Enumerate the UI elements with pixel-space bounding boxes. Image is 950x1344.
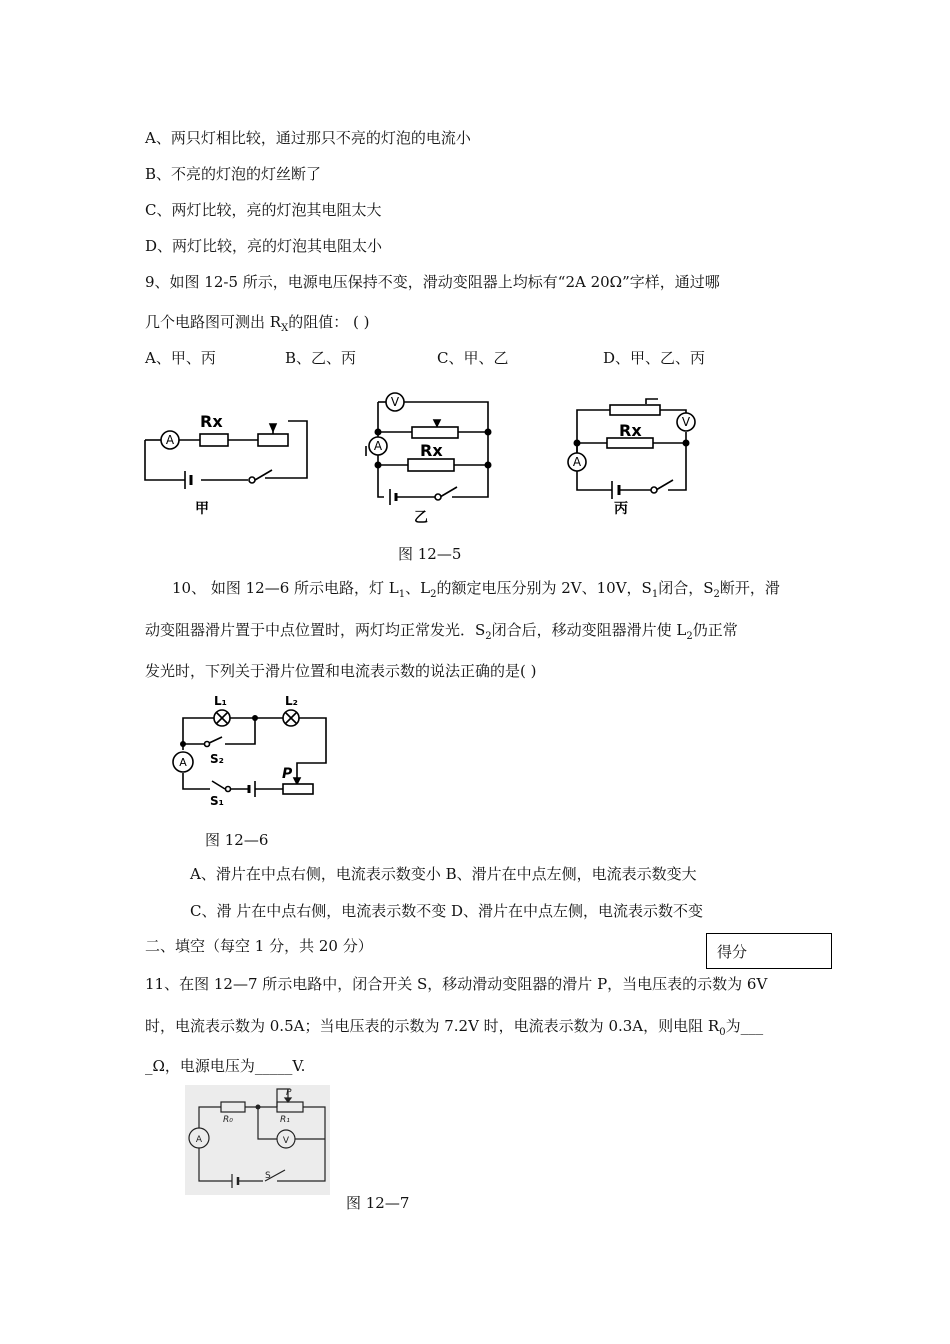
figure-12-7-photo [185, 1085, 330, 1195]
q9-option-a: A、甲、丙 [145, 349, 216, 367]
slider-p-label: P [282, 766, 293, 782]
figure-12-5-caption: 图 12—5 [398, 545, 462, 563]
q8-option-c: C、两灯比较，亮的灯泡其电阻太大 [145, 201, 382, 219]
jia-ammeter-label: A [165, 433, 175, 447]
lamp-l2-label: L₂ [285, 694, 298, 708]
r1-label: R₁ [280, 1115, 290, 1125]
figure-12-7-caption: 图 12—7 [346, 1194, 410, 1212]
yi-voltmeter-label: V [390, 395, 400, 409]
score-box [706, 933, 832, 969]
section2-title: 二、填空（每空 1 分，共 20 分） [145, 937, 373, 955]
q10-text-line3: 发光时，下列关于滑片位置和电流表示数的说法正确的是( ) [145, 662, 537, 680]
p-label: P [286, 1088, 292, 1098]
lamp-l1-label: L₁ [214, 694, 227, 708]
figure-12-5 [0, 0, 950, 540]
q11-text-line2: 时，电流表示数为 0.5A；当电压表的示数为 7.2V 时，电流表示数为 0.3A，则电阻 $R_0$为___ [145, 1017, 764, 1038]
bing-voltmeter-label: V [681, 415, 691, 429]
switch-s2-label: S₂ [210, 752, 224, 766]
q10-text-line1: 10、 如图 12—6 所示电路，灯 $L_1$、$L_2$的额定电压分别为 2V、10V，$S_1$闭合，$S_2$断开，滑 [172, 579, 780, 600]
circuit-yi-label: 乙 [414, 510, 428, 526]
bing-rx-label: Rx [619, 421, 642, 440]
q9-text-line2: 几个电路图可测出 $R_X$的阻值： ( ) [145, 313, 370, 334]
score-label: 得分 [717, 943, 748, 961]
bing-ammeter-label: A [572, 455, 582, 469]
switch-s-label: S [265, 1171, 271, 1181]
figure-12-6 [170, 685, 340, 815]
switch-s1-label: S₁ [210, 794, 224, 808]
q8-option-d: D、两灯比较，亮的灯泡其电阻太小 [145, 237, 383, 255]
q11-text-line3: _Ω，电源电压为_____V. [145, 1057, 306, 1075]
yi-rx-label: Rx [420, 441, 443, 460]
ammeter-label: A [179, 756, 187, 769]
q10-options-cd: C、滑 片在中点右侧，电流表示数不变 D、滑片在中点左侧，电流表示数不变 [190, 902, 704, 920]
circuit-jia-label: 甲 [195, 501, 209, 517]
q9-option-b: B、乙、丙 [285, 349, 357, 367]
q10-text-line2: 动变阻器滑片置于中点位置时，两灯均正常发光．$S_2$闭合后，移动变阻器滑片使 $L_2$仍正常 [145, 621, 738, 642]
jia-rx-label: Rx [200, 412, 223, 431]
r0-label: R₀ [223, 1115, 233, 1125]
q9-option-d: D、甲、乙、丙 [603, 349, 706, 367]
yi-ammeter-label: A [373, 439, 383, 453]
q9-option-c: C、甲、乙 [437, 349, 509, 367]
circuit-bing-label: 丙 [614, 501, 628, 517]
q10-options-ab: A、滑片在中点右侧，电流表示数变小 B、滑片在中点左侧，电流表示数变大 [190, 865, 697, 883]
q11-text-line1: 11、在图 12—7 所示电路中，闭合开关 S，移动滑动变阻器的滑片 P，当电压表的示数为 6V [145, 975, 768, 993]
q8-option-b: B、不亮的灯泡的灯丝断了 [145, 165, 322, 183]
voltmeter-label-12-7: V [282, 1136, 290, 1146]
q8-option-a: A、两只灯相比较，通过那只不亮的灯泡的电流小 [145, 129, 471, 147]
figure-12-6-caption: 图 12—6 [205, 831, 269, 849]
q9-text-line1: 9、如图 12-5 所示，电源电压保持不变，滑动变阻器上均标有“2A 20Ω”字样，通过哪 [145, 273, 720, 291]
ammeter-label-12-7: A [195, 1135, 203, 1145]
